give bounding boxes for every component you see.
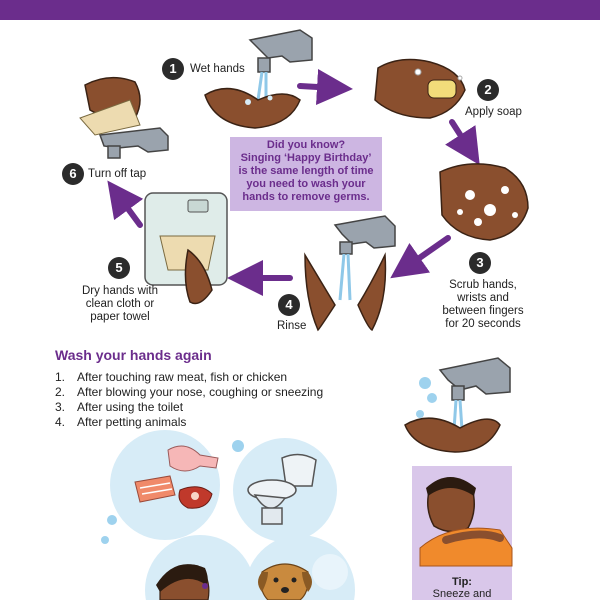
sneeze-person-image [420, 477, 512, 566]
list-item [55, 415, 323, 430]
list-item [55, 385, 323, 400]
step-1-number: 1 [162, 58, 184, 80]
arrow-5-to-6 [118, 195, 140, 225]
tip-text [412, 576, 512, 600]
list-item [55, 370, 323, 385]
step-5-label-line: clean cloth or [85, 298, 155, 310]
step-5-label-line: paper towel [90, 311, 150, 323]
step-4-label: Rinse [277, 320, 307, 332]
step-4-number: 4 [278, 294, 300, 316]
apply-soap-image [375, 60, 465, 118]
list-item-text: After touching raw meat, fish or chicken [77, 370, 288, 384]
step-6-label: Turn off tap [88, 168, 147, 180]
tip-body: Sneeze and [432, 588, 492, 600]
puppy-image [258, 564, 312, 600]
wash-again-heading: Wash your hands again [55, 347, 212, 363]
tip-title: Tip: [452, 576, 472, 588]
did-you-know-line: Did you know? [266, 139, 346, 151]
step-5-label-line: Dry hands with [81, 285, 159, 297]
step-3-label-line: wrists and [457, 292, 509, 304]
step-3-label-line: Scrub hands, [449, 279, 517, 291]
step-6-number: 6 [62, 163, 84, 185]
arrow-2-to-3 [452, 122, 470, 150]
rinse-image [305, 216, 395, 330]
scrub-hands-image [440, 164, 528, 240]
wash-again-tap-image [405, 358, 510, 452]
list-item-text: After petting animals [77, 415, 187, 429]
list-item-text: After using the toilet [77, 400, 184, 414]
did-you-know-line: Singing ‘Happy Birthday’ [240, 152, 372, 164]
step-2-label: Apply soap [465, 106, 522, 118]
did-you-know-line: you need to wash your [246, 178, 366, 190]
arrow-3-to-4 [405, 238, 448, 268]
bubbles-cluster [101, 430, 355, 600]
step-3-label-line: for 20 seconds [445, 318, 521, 330]
arrow-1-to-2 [300, 86, 335, 88]
wet-hands-image [205, 30, 312, 128]
turn-off-tap-image [80, 78, 168, 158]
list-item-number: 3. [55, 400, 66, 414]
list-item-text: After blowing your nose, coughing or sneezing [77, 385, 324, 399]
list-item-number: 1. [55, 370, 66, 384]
step-3-label [428, 279, 538, 331]
step-1-label: Wet hands [190, 63, 245, 75]
step-3-label-line: between fingers [442, 305, 524, 317]
step-5-number: 5 [108, 257, 130, 279]
list-item [55, 400, 323, 415]
did-you-know-line: hands to remove germs. [242, 191, 370, 203]
step-2-number: 2 [477, 79, 499, 101]
wash-again-list [55, 370, 323, 430]
list-item-number: 2. [55, 385, 66, 399]
step-5-label [70, 285, 170, 324]
list-item-number: 4. [55, 415, 66, 429]
step-3-number: 3 [469, 252, 491, 274]
did-you-know-line: is the same length of time [238, 165, 374, 177]
did-you-know-callout [230, 137, 382, 211]
